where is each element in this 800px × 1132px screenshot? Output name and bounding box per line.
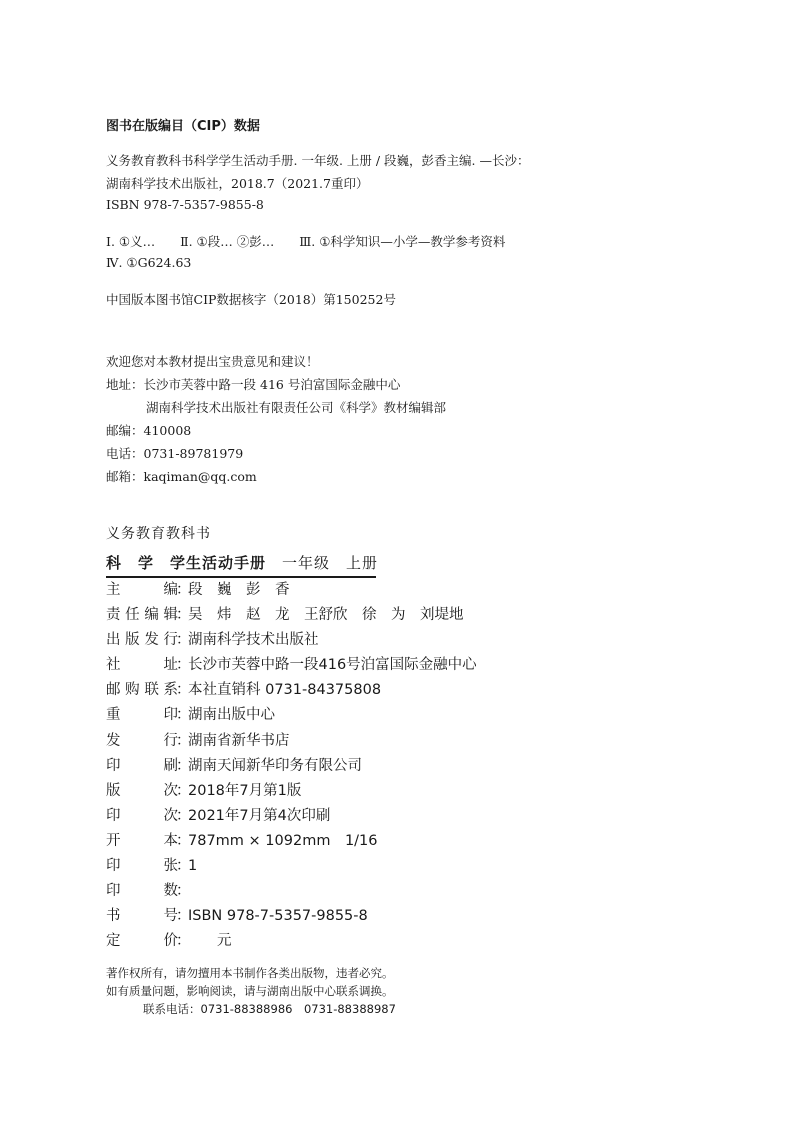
colophon-label-char: 址: [163, 657, 178, 674]
colophon-label-char: 发: [144, 632, 159, 649]
colophon-colon: ：: [176, 832, 191, 849]
colophon-table: [106, 578, 766, 954]
colophon-label-char: 次: [163, 782, 178, 799]
address-value: 长沙市芙蓉中路一段 416 号泊富国际金融中心: [143, 377, 401, 392]
colophon-value: 787mm × 1092mm 1/16: [188, 832, 378, 849]
colophon-label-char: 辑: [163, 607, 178, 624]
colophon-label-char: 张: [163, 858, 178, 875]
series-name: 义务教育教科书: [106, 526, 211, 542]
colophon-label-char: 行: [163, 732, 178, 749]
colophon-value: 湖南天闻新华印务有限公司: [188, 757, 362, 774]
colophon-colon: ：: [176, 757, 191, 774]
colophon-value: 元: [188, 933, 232, 950]
colophon-label-char: 印: [163, 707, 178, 724]
colophon-label-char: 责: [106, 607, 121, 624]
email-value: kaqiman@qq.com: [143, 469, 257, 484]
cip-classification-1: Ⅰ. ①义… Ⅱ. ①段… ②彭… Ⅲ. ①科学知识—小学—教学参考资料: [106, 234, 506, 249]
email-label: 邮箱：: [106, 469, 144, 484]
colophon-label-char: 版: [125, 632, 140, 649]
colophon-row: [106, 603, 766, 628]
colophon-value: 长沙市芙蓉中路一段416号泊富国际金融中心: [188, 657, 477, 674]
colophon-value: 湖南出版中心: [188, 707, 275, 724]
colophon-label: [106, 628, 178, 653]
colophon-label: [106, 578, 178, 603]
colophon-row: [106, 653, 766, 678]
colophon-colon: ：: [176, 682, 191, 699]
colophon-value: ISBN 978-7-5357-9855-8: [188, 908, 368, 925]
colophon-colon: ：: [176, 582, 191, 598]
colophon-colon: ：: [176, 933, 191, 950]
colophon-label-char: 重: [106, 707, 121, 724]
colophon-colon: ：: [176, 807, 191, 824]
feedback-welcome: 欢迎您对本教材提出宝贵意见和建议！: [106, 354, 319, 369]
colophon-label-char: 社: [106, 657, 121, 674]
colophon-label-char: 出: [106, 632, 121, 649]
colophon-row: [106, 829, 766, 854]
cip-heading: 图书在版编目（CIP）数据: [106, 119, 260, 134]
footer-contact-phone: 联系电话：0731-88388986 0731-88388987: [143, 1002, 396, 1016]
colophon-row: [106, 628, 766, 653]
colophon-row: [106, 904, 766, 929]
colophon-value: 本社直销科 0731-84375808: [188, 682, 382, 699]
colophon-label-char: 刷: [163, 757, 178, 774]
colophon-label-char: 本: [163, 832, 178, 849]
colophon-label-char: 系: [163, 682, 178, 699]
colophon-label-char: 印: [106, 858, 121, 875]
phone-value: 0731-89781979: [143, 446, 244, 461]
colophon-label: [106, 729, 178, 754]
colophon-colon: ：: [176, 908, 191, 925]
colophon-label: [106, 703, 178, 728]
colophon-label: [106, 779, 178, 804]
colophon-label-char: 印: [106, 757, 121, 774]
colophon-colon: ：: [176, 732, 191, 749]
colophon-label-char: 数: [163, 883, 178, 900]
colophon-row: [106, 754, 766, 779]
colophon-label-char: 邮: [106, 682, 121, 699]
colophon-colon: ：: [176, 858, 191, 875]
colophon-label: [106, 678, 178, 703]
footer-copyright: 著作权所有，请勿擅用本书制作各类出版物，违者必究。: [106, 966, 394, 980]
postcode-label: 邮编：: [106, 423, 144, 438]
feedback-email: [106, 467, 257, 485]
colophon-label-char: 主: [106, 582, 121, 598]
colophon-row: [106, 729, 766, 754]
colophon-label: [106, 929, 178, 954]
colophon-value: 湖南省新华书店: [188, 732, 290, 749]
colophon-row: [106, 578, 766, 603]
colophon-row: [106, 929, 766, 954]
colophon-label-char: 印: [106, 883, 121, 900]
colophon-colon: ：: [176, 657, 191, 674]
feedback-phone: [106, 444, 243, 462]
address-label: 地址：: [106, 377, 144, 392]
colophon-row: [106, 703, 766, 728]
colophon-label-char: 联: [144, 682, 159, 699]
colophon-label: [106, 804, 178, 829]
colophon-label: [106, 879, 178, 904]
colophon-value: 2021年7月第4次印刷: [188, 807, 331, 824]
cip-isbn: ISBN 978-7-5357-9855-8: [106, 197, 264, 212]
feedback-address-2: 湖南科学技术出版社有限责任公司《科学》教材编辑部: [146, 400, 447, 415]
colophon-label: [106, 829, 178, 854]
colophon-label-char: 版: [106, 782, 121, 799]
colophon-label-char: 印: [106, 807, 121, 824]
book-grade: 一年级 上册: [282, 554, 379, 572]
colophon-colon: ：: [176, 632, 191, 649]
colophon-label-char: 号: [163, 908, 178, 925]
colophon-value: 湖南科学技术出版社: [188, 632, 319, 649]
colophon-label-char: 发: [106, 732, 121, 749]
colophon-colon: ：: [176, 607, 191, 624]
colophon-label-char: 次: [163, 807, 178, 824]
colophon-row: [106, 804, 766, 829]
colophon-label-char: 开: [106, 832, 121, 849]
cip-bibliographic-line: 义务教育教科书科学学生活动手册. 一年级. 上册 / 段巍，彭香主编. —长沙：: [106, 153, 530, 168]
colophon-label-char: 编: [163, 582, 178, 598]
colophon-row: [106, 854, 766, 879]
colophon-value: 吴 炜 赵 龙 王舒欣 徐 为 刘堤地: [188, 607, 464, 624]
feedback-address: [106, 375, 400, 393]
colophon-row: [106, 879, 766, 904]
footer-quality-notice: 如有质量问题，影响阅读，请与湖南出版中心联系调换。: [106, 984, 394, 998]
feedback-postcode: [106, 421, 191, 439]
colophon-label-char: 行: [163, 632, 178, 649]
colophon-value: 2018年7月第1版: [188, 782, 302, 799]
book-title-text: 科 学 学生活动手册: [106, 554, 267, 572]
colophon-colon: ：: [176, 707, 191, 724]
book-title: [106, 552, 378, 573]
colophon-colon: ：: [176, 782, 191, 799]
colophon-label: [106, 603, 178, 628]
colophon-row: [106, 779, 766, 804]
colophon-label: [106, 653, 178, 678]
colophon-label-char: 书: [106, 908, 121, 925]
cip-record-number: 中国版本图书馆CIP数据核字（2018）第150252号: [106, 292, 396, 307]
phone-label: 电话：: [106, 446, 144, 461]
colophon-label-char: 编: [144, 607, 159, 624]
cip-classification-2: Ⅳ. ①G624.63: [106, 255, 192, 270]
colophon-label: [106, 754, 178, 779]
postcode-value: 410008: [143, 423, 192, 438]
cip-publisher-line: 湖南科学技术出版社，2018.7（2021.7重印）: [106, 176, 369, 191]
colophon-colon: ：: [176, 883, 191, 900]
colophon-label: [106, 904, 178, 929]
colophon-label-char: 定: [106, 933, 121, 950]
colophon-value: 1: [188, 858, 198, 875]
colophon-label-char: 购: [125, 682, 140, 699]
colophon-label-char: 价: [163, 933, 178, 950]
colophon-label: [106, 854, 178, 879]
colophon-value: 段 巍 彭 香: [188, 582, 290, 598]
colophon-row: [106, 678, 766, 703]
colophon-label-char: 任: [125, 607, 140, 624]
